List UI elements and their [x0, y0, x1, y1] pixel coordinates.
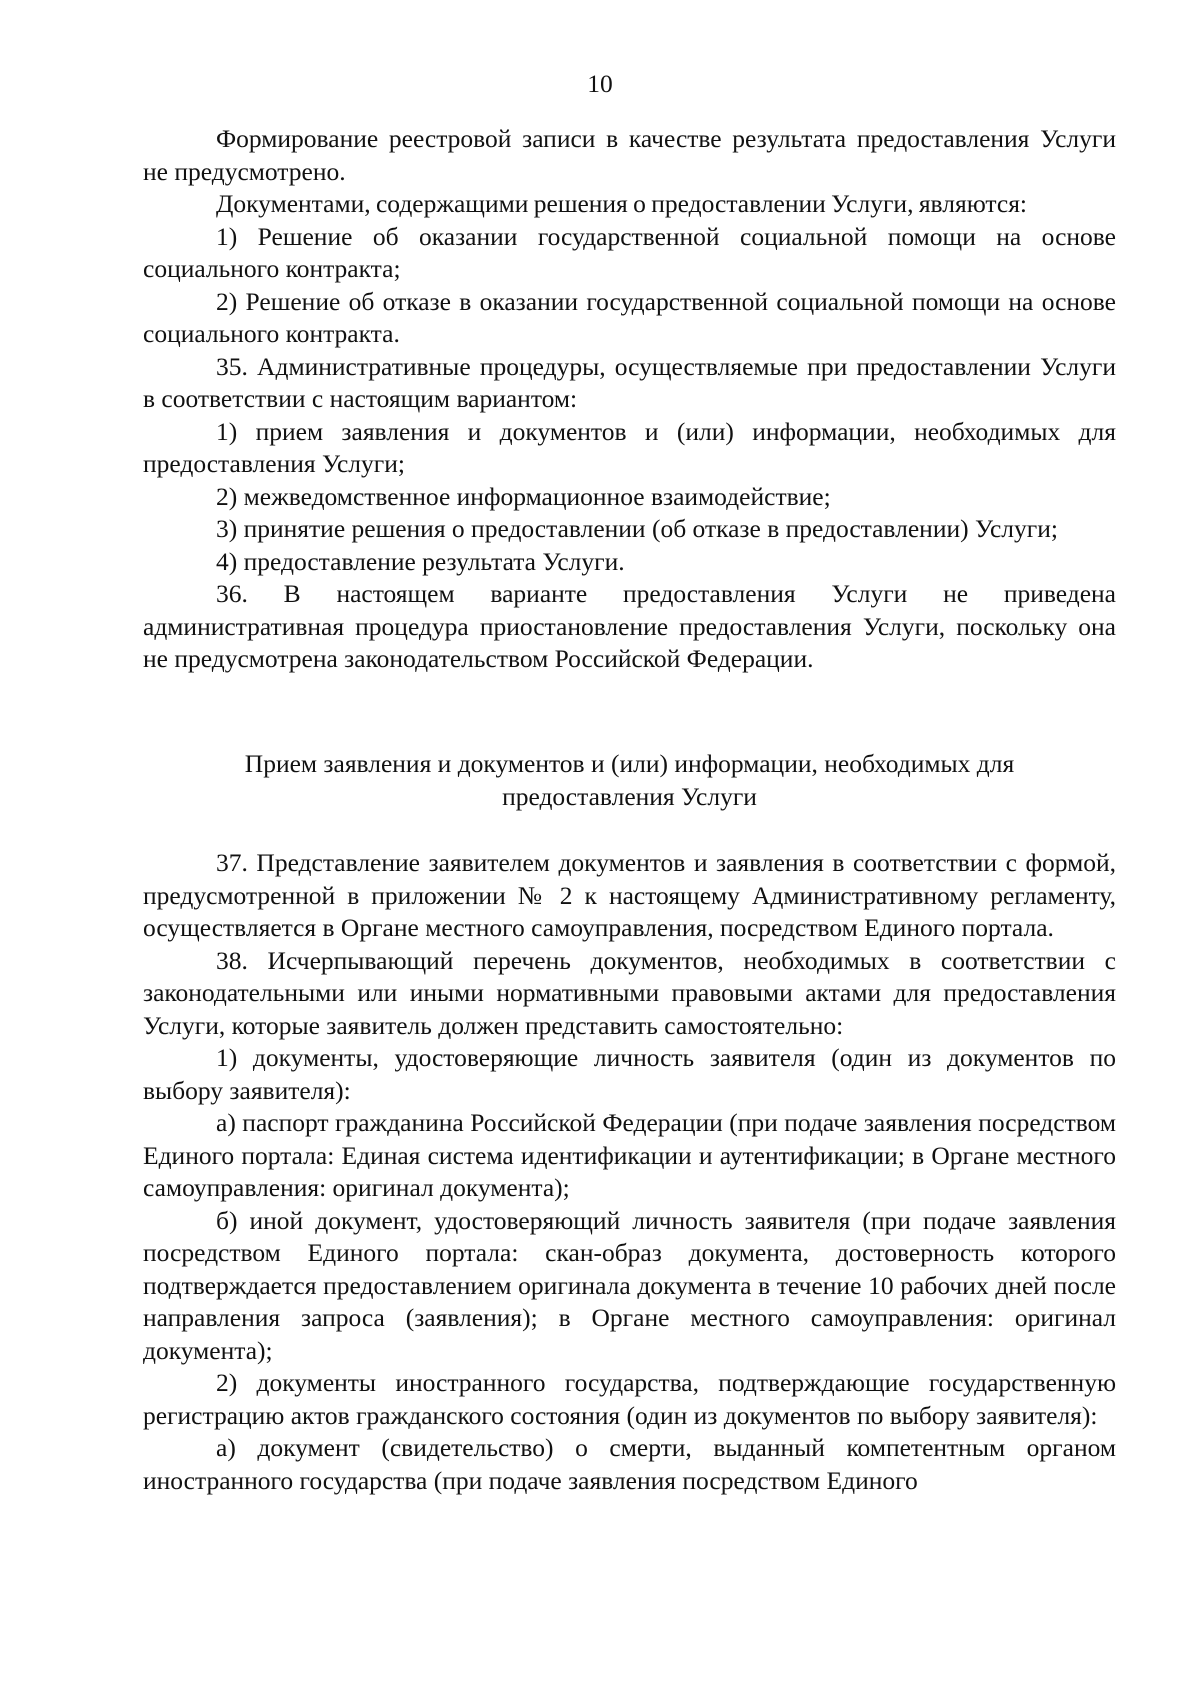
list-item: 4) предоставление результата Услуги. — [216, 546, 625, 576]
list-item: а) документ (свидетельство) о смерти, выданный компетентным органом иностранного государства (при подаче заявления посредством Единого — [143, 1433, 1116, 1495]
list-item: 1) Решение об оказании государственной социальной помощи на основе социального контракта; — [143, 221, 1116, 283]
list-item: б) иной документ, удостоверяющий личность заявителя (при подаче заявления посредством Единого портала: скан-образ документа, достоверность которого подтверждается предоставлением оригинала документа в течение 10 рабочих дней после направления запроса (заявления); в Органе местного самоуправления: оригинал документа); — [143, 1205, 1116, 1365]
list-item: 1) документы, удостоверяющие личность заявителя (один из документов по выбору заявителя): — [143, 1043, 1116, 1105]
list-item: 1) прием заявления и документов и (или) информации, необходимых для предоставления Услуги; — [143, 416, 1116, 478]
paragraph: Формирование реестровой записи в качестве результата предоставления Услуги не предусмотрено. — [143, 124, 1116, 186]
paragraph-36: 36. В настоящем варианте предоставления Услуги не приведена административная процедура приостановление предоставления Услуги, поскольку она не предусмотрена законодательством Российской Федерации. — [143, 579, 1116, 673]
paragraph-35: 35. Административные процедуры, осуществляемые при предоставлении Услуги в соответствии с настоящим вариантом: — [143, 351, 1116, 413]
list-item: 2) Решение об отказе в оказании государственной социальной помощи на основе социального контракта. — [143, 286, 1116, 348]
list-item: 2) межведомственное информационное взаимодействие; — [216, 481, 831, 511]
body-text-top — [143, 123, 1116, 676]
paragraph-38: 38. Исчерпывающий перечень документов, необходимых в соответствии с законодательными или иными нормативными правовыми актами для предоставления Услуги, которые заявитель должен представить самостоятельно: — [143, 945, 1116, 1040]
list-item: 2) документы иностранного государства, подтверждающие государственную регистрацию актов гражданского состояния (один из документов по выбору заявителя): — [143, 1368, 1116, 1430]
body-text-bottom — [143, 847, 1116, 1497]
section-heading-line: предоставления Услуги — [502, 781, 757, 811]
list-item: 3) принятие решения о предоставлении (об отказе в предоставлении) Услуги; — [216, 514, 1058, 543]
paragraph: Документами, содержащими решения о предоставлении Услуги, являются: — [216, 189, 1028, 218]
section-heading-line: Прием заявления и документов и (или) информации, необходимых для — [244, 749, 1015, 778]
list-item: а) паспорт гражданина Российской Федерации (при подаче заявления посредством Единого портала: Единая система идентификации и аутентификации; в Органе местного самоуправления: оригинал документа); — [143, 1108, 1116, 1202]
section-heading — [143, 748, 1116, 813]
paragraph-37: 37. Представление заявителем документов и заявления в соответствии с формой, предусмотренной в приложении № 2 к настоящему Административному регламенту, осуществляется в Органе местного самоуправления, посредством Единого портала. — [143, 848, 1116, 942]
page-number: 10 — [587, 69, 613, 98]
